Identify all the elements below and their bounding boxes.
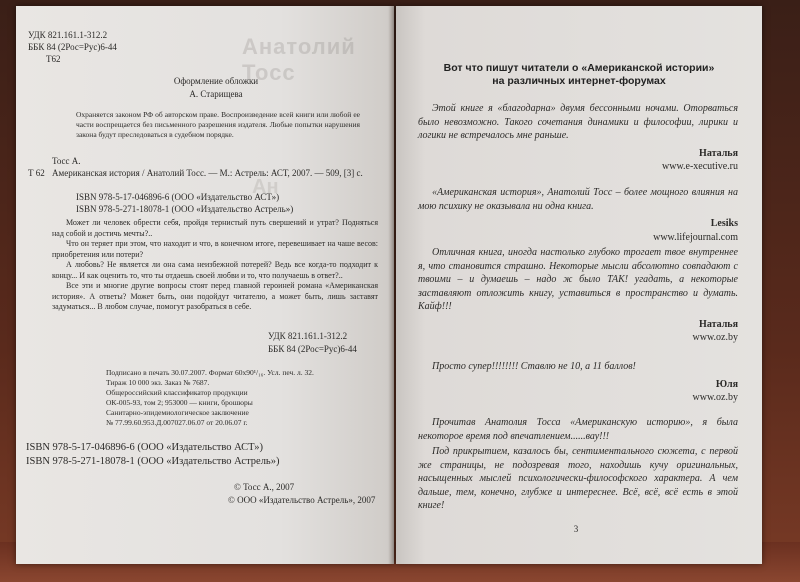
review-text: Под прикрытием, казалось бы, сентиментального сюжета, с первой же страницы, не подозревая того, находишь кучу оригинальных, насыщенных мыслей психологически-философского характера. А чем дальше, тем, конечно, глубже и интереснее. Всё, всё, всё есть в этой книге! <box>418 446 738 511</box>
review-text: Этой книге я «благодарна» двумя бессонными ночами. Оторваться было невозможно. Такого сочетания динамики и философии, лирики и логики не встречалось мне раньше. <box>418 103 738 141</box>
copyright-publisher: © ООО «Издательство Астрель», 2007 <box>228 495 376 505</box>
review-site: www.oz.by <box>692 392 738 403</box>
annotation-paragraph: Что он теряет при этом, что находит и что, в конечном итоге, перевешивает на чаше весов: приобретения или потери? <box>52 239 378 259</box>
isbn-ast-2: ISBN 978-5-17-046896-6 (ООО «Издательство АСТ») <box>26 442 264 453</box>
review-author: Наталья <box>699 147 738 159</box>
review-3 <box>418 246 738 345</box>
udk-top: УДК 821.161.1-312.2 <box>28 30 108 40</box>
review-1 <box>418 102 738 174</box>
cover-designer: А. Старищева <box>189 89 243 99</box>
print-info-line: Подписано в печать 30.07.2007. Формат 60x90¹/₁₆. Усл. печ. л. 32. <box>106 368 314 377</box>
review-author: Юля <box>715 378 738 390</box>
review-author: Наталья <box>699 318 738 330</box>
reviews-heading-line: на различных интернет-форумах <box>492 75 666 87</box>
review-4 <box>418 360 738 405</box>
ghost-mirror-text: Ан <box>252 176 279 198</box>
review-site: www.e-xecutive.ru <box>662 161 738 172</box>
ghost-author-through-text: Анатолий Тосс <box>242 34 356 85</box>
print-info-line: Общероссийский классификатор продукции <box>106 388 248 397</box>
review-5 <box>418 416 738 513</box>
isbn-ast-1: ISBN 978-5-17-046896-6 (ООО «Издательство АСТ») <box>76 192 280 202</box>
reviews-heading <box>406 62 752 88</box>
t62-top: Т62 <box>46 54 61 64</box>
print-info-line: № 77.99.60.953.Д.007027.06.07 от 20.06.07 г. <box>106 418 248 427</box>
bbk-top: ББК 84 (2Рос=Рус)6-44 <box>28 42 117 52</box>
print-info-line: Санитарно-эпидемиологическое заключение <box>106 408 249 417</box>
cover-design-label: Оформление обложки <box>173 76 259 86</box>
review-text: Просто супер!!!!!!!! Ставлю не 10, а 11 баллов! <box>432 361 636 372</box>
review-2 <box>418 186 738 244</box>
review-text: «Американская история», Анатолий Тосс – более мощного влияния на мою психику не оказывала ни одна книга. <box>418 187 738 212</box>
annotation-paragraph: Может ли человек обрести себя, пройдя тернистый путь свершений и утрат? Подняться над собой и достичь мечты?.. <box>52 218 378 238</box>
isbn-astrel-1: ISBN 978-5-271-18078-1 (ООО «Издательство Астрель») <box>76 204 294 214</box>
author-heading: Тосс А. <box>52 156 81 166</box>
copyright-notice: Охраняется законом РФ об авторском праве. Воспроизведение всей книги или любой ее части воспрещается без письменного разрешения издателя. Любые попытки нарушения закона будут преследоваться в судебном порядке. <box>76 110 360 139</box>
udk-bottom: УДК 821.161.1-312.2 <box>268 331 348 341</box>
page-number: 3 <box>573 524 579 534</box>
t62-label: Т 62 <box>28 168 45 178</box>
bbk-bottom: ББК 84 (2Рос=Рус)6-44 <box>268 344 357 354</box>
isbn-astrel-2: ISBN 978-5-271-18078-1 (ООО «Издательство Астрель») <box>26 456 280 467</box>
biblio-line: Американская история / Анатолий Тосс. — М.: Астрель: АСТ, 2007. — 509, [3] с. <box>52 168 363 178</box>
right-page <box>396 6 762 564</box>
review-author: Lesiks <box>710 218 738 229</box>
annotation-paragraph: Все эти и многие другие вопросы стоят перед главной героиней романа «Американская история». А ответы? Может быть, они подойдут читателю, а может быть, лишь заставят задуматься... В любом случае, помогут разобраться в себе. <box>52 281 378 311</box>
review-site: www.oz.by <box>692 332 738 343</box>
reviews-heading-line: Вот что пишут читатели о «Американской истории» <box>443 62 715 74</box>
print-info <box>106 368 366 428</box>
annotation-block <box>52 218 378 313</box>
left-page <box>16 6 394 564</box>
print-info-line: ОК-005-93, том 2; 953000 — книги, брошюры <box>106 398 253 407</box>
review-text: Прочитав Анатолия Тосса «Американскую историю», я была некоторое время под впечатлением......вау!!! <box>418 417 738 442</box>
review-text: Отличная книга, иногда настолько глубоко трогает твое внутреннее я, что становится страшно. Некоторые мысли абсолютно совпадают с твоими – и думаешь – надо ж было ТАК! угадать, а некоторые заставляют отложить книгу, уставиться в пространство и думать. Кайф!!! <box>418 247 738 312</box>
review-site: www.lifejournal.com <box>653 231 738 243</box>
copyright-toss: © Тосс А., 2007 <box>234 482 295 492</box>
annotation-paragraph: А любовь? Не является ли она сама неизбежной потерей? Ведь все когда-то подходит к концу... И как оценить то, что ты отдаешь своей любви и то, что получаешь в ответ?.. <box>52 260 378 280</box>
print-info-line: Тираж 10 000 экз. Заказ № 7687. <box>106 378 210 387</box>
